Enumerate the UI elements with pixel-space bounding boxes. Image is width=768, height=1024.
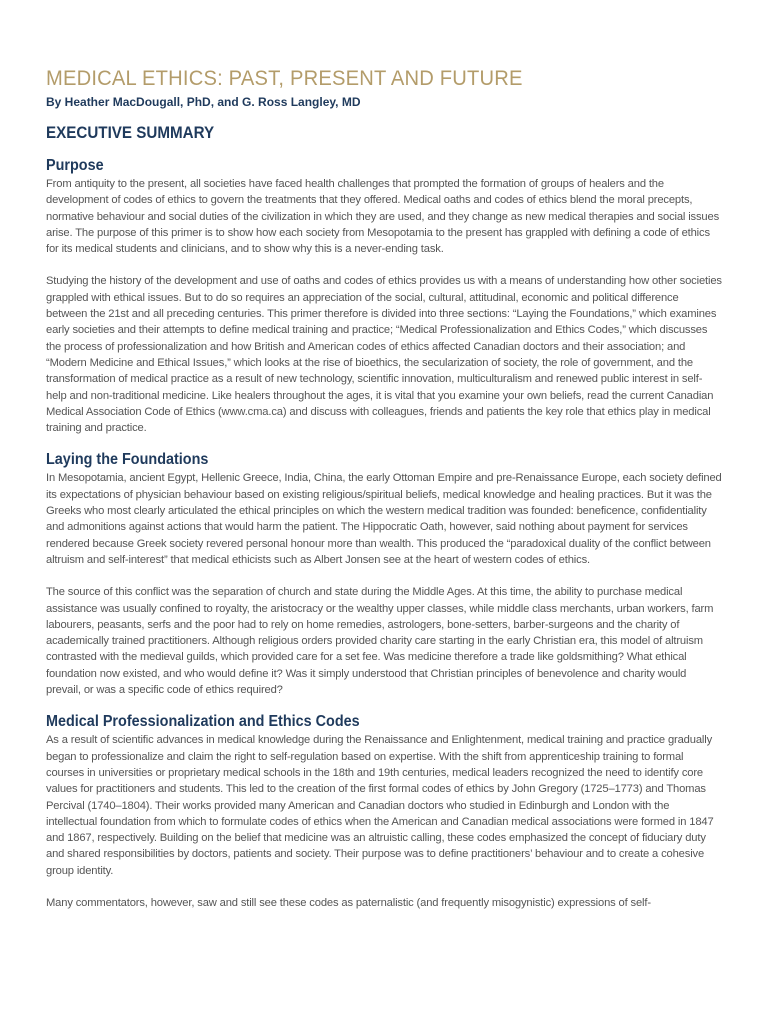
body-paragraph: Studying the history of the development and use of oaths and codes of ethics provides us with a means of understanding how other societies grappled with ethical issues. But to do so requires an appreciation of the social, cultural, attitudinal, economic and political difference between the 21st and all preceding centuries. This primer therefore is divided into three sections: “Laying the Foundations,” which examines early societies and their attempts to define medical training and practice; “Medical Professionalization and Ethics Codes,” which discusses the process of professionalization and how British and American codes of ethics affected Canadian doctors and their association; and “Modern Medicine and Ethical Issues,” which looks at the rise of bioethics, the secularization of society, the role of government, and the transformation of medical practice as a result of new technology, scientific innovation, multiculturalism and renewed public interest in self-help and non-traditional medicine. Like healers throughout the ages, it is vital that you examine your own beliefs, read the current Canadian Medical Association Code of Ethics (www.cma.ca) and discuss with colleagues, friends and patients the key role that ethics play in medical training and practice. bbox=[46, 275, 722, 435]
section-medical-professionalization bbox=[46, 712, 722, 911]
section-purpose bbox=[46, 156, 722, 436]
author-byline: By Heather MacDougall, PhD, and G. Ross Langley, MD bbox=[46, 95, 361, 109]
section-heading-laying-the-foundations: Laying the Foundations bbox=[46, 451, 209, 469]
body-paragraph: The source of this conflict was the separation of church and state during the Middle Ages. At this time, the ability to purchase medical assistance was usually confined to royalty, the aristocracy or the wealthy upper classes, while middle class merchants, urban workers, farm labourers, peasants, serfs and the poor had to rely on home remedies, astrologers, bone-setters, barber-surgeons and the charity of academically trained practitioners. Although religious orders provided charity care starting in the early Christian era, this model of altruism contrasted with the medieval guilds, which provided care for a set fee. Was medicine therefore a trade like goldsmithing? What ethical foundation now existed, and who would define it? Was it simply understood that Christian principles of benevolence and charity would prevail, or was a specific code of ethics required? bbox=[46, 586, 714, 697]
executive-summary-heading: EXECUTIVE SUMMARY bbox=[46, 124, 215, 142]
body-paragraph: Many commentators, however, saw and still see these codes as paternalistic (and frequently misogynistic) expressions of self- bbox=[46, 896, 651, 909]
section-heading-purpose: Purpose bbox=[46, 157, 104, 174]
section-laying-the-foundations bbox=[46, 450, 722, 698]
document-title: MEDICAL ETHICS: PAST, PRESENT AND FUTURE bbox=[46, 67, 523, 90]
section-heading-medical-professionalization: Medical Professionalization and Ethics Codes bbox=[46, 713, 360, 731]
body-paragraph: From antiquity to the present, all societies have faced health challenges that prompted the formation of groups of healers and the development of codes of ethics to govern the treatments that they offered. Medical oaths and codes of ethics blend the moral precepts, normative behaviour and social duties of the civilization in which they are used, and they change as new medical therapies and social issues arise. The purpose of this primer is to show how each society from Mesopotamia to the present has grappled with defining a code of ethics for its medical students and clinicians, and to show why this is a never-ending task. bbox=[46, 178, 720, 256]
body-paragraph: As a result of scientific advances in medical knowledge during the Renaissance and Enlightenment, medical training and practice gradually began to professionalize and claim the right to self-regulation based on expertise. With the shift from apprenticeship training to formal courses in universities or proprietary medical schools in the 18th and 19th centuries, medical leaders recognized the need to identify core values for practitioners and students. This led to the creation of the first formal codes of ethics by John Gregory (1725–1773) and Thomas Percival (1740–1804). Their works provided many American and Canadian doctors who studied in Edinburgh and London with the intellectual foundation from which to formulate codes of ethics when the American and Canadian medical associations were formed in 1847 and 1867, respectively. Building on the belief that medicine was an altruistic calling, these codes emphasized the concept of fiduciary duty and shared responsibilities by doctors, patients and society. Their purpose was to define practitioners’ behaviour and to create a cohesive group identity. bbox=[46, 734, 714, 877]
body-paragraph: In Mesopotamia, ancient Egypt, Hellenic Greece, India, China, the early Ottoman Empire and pre-Renaissance Europe, each society defined its expectations of physician behaviour based on existing religious/spiritual beliefs, medical knowledge and healing practices. But it was the Greeks who most clearly articulated the ethical principles on which the western medical tradition was founded: beneficence, confidentiality and admonitions against actions that would harm the patient. The Hippocratic Oath, however, said nothing about payment for services rendered because Greek society revered personal honour more than wealth. This produced the “paradoxical duality of the conflict between altruism and self-interest” that medical ethicists such as Albert Jonsen see at the heart of western codes of ethics. bbox=[46, 472, 722, 566]
